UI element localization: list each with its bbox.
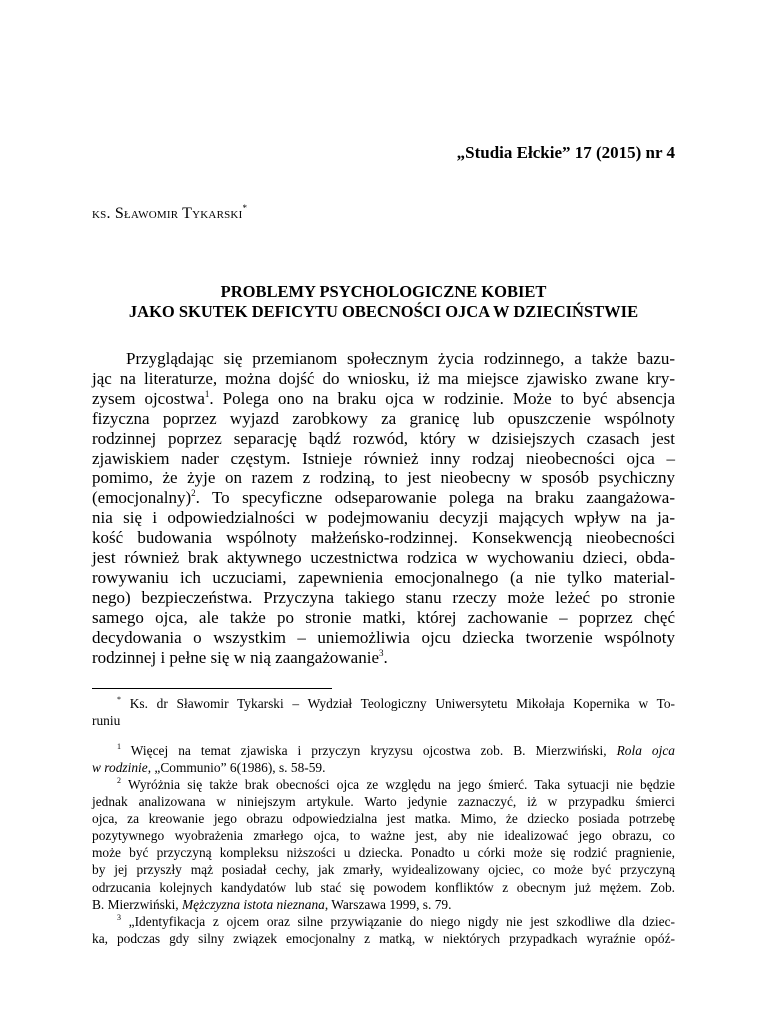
footnote-line <box>92 896 675 913</box>
footnote-italic: Rola ojca <box>616 743 675 758</box>
body-line: zjawiskiem nader częstym. Istnieje również inny rodzaj nieobecności ojca – <box>92 448 675 468</box>
body-line: rowywaniu ich uczuciami, zapewnienia emocjonalnego (a nie tylko material- <box>92 567 675 587</box>
body-line: samego ojca, ale także po stronie matki, której zachowanie – poprzez chęć <box>92 607 675 627</box>
body-line: Przyglądając się przemianom społecznym życia rodzinnego, a także bazu- <box>126 349 675 368</box>
footnote-line <box>92 759 675 776</box>
body-line <box>92 488 675 508</box>
body-line: pomimo, że żyje on razem z rodziną, to jest nieobecny w sposób psychiczny <box>92 468 675 488</box>
footnote-line <box>92 695 675 712</box>
footnote-ref-1[interactable]: 1 <box>204 388 210 399</box>
footnote-text: Wyróżnia się także brak obecności ojca ze względu na jego śmierć. Taka sytuacji nie będzie <box>128 777 675 792</box>
body-line: jest również brak aktywnego uczestnictwa rodzica w wychowaniu dzieci, obda- <box>92 548 675 568</box>
body-text: . Polega ono na braku ojca w rodzinie. Może to być absencja <box>209 388 675 408</box>
footnote-line: odrzucania kolejnych kandydatów lub stać się powodem konfliktów z obecnym już mężem. Zob. <box>92 879 675 895</box>
footnote-text: Ks. dr Sławomir Tykarski – Wydział Teologiczny Uniwersytetu Mikołaja Kopernika w To- <box>129 696 675 711</box>
footnote-line: pozytywnego wyobrażenia zmarłego ojca, to ważne jest, aby nie idealizować jego obrazu, co <box>92 828 675 844</box>
footnote-ref-3[interactable]: 3 <box>378 647 384 658</box>
footnote-separator <box>92 688 332 689</box>
footnote-text: Więcej na temat zjawiska i przyczyn kryzysu ojcostwa zob. B. Mierzwiński, <box>130 743 617 758</box>
footnote-1 <box>92 742 675 776</box>
footnote-line <box>92 913 675 930</box>
footnote-3 <box>92 913 675 947</box>
footnote-mark: 1 <box>117 742 121 751</box>
footnote-italic: w rodzinie <box>92 760 148 776</box>
body-text: . <box>383 647 388 667</box>
footnote-line: ojca, za kreowanie jego obrazu odpowiedzialna jest matka. Mimo, że dziecko posiada potrzebę <box>92 811 675 827</box>
footnote-text: B. Mierzwiński, <box>92 896 183 912</box>
body-text: (emocjonalny) <box>92 488 192 508</box>
body-text: rodzinnej i pełne się w nią zaangażowanie <box>92 647 379 667</box>
body-line: nego) bezpieczeństwa. Przyczyna takiego stanu rzeczy może leżeć po stronie <box>92 587 675 607</box>
footnote-text: „Identyfikacja z ojcem oraz silne przywiązanie do niego nigdy nie jest szkodliwe dla dziec- <box>128 914 675 929</box>
body-line: rodzinnej poprzez separację bądź rozwód, który w dzisiejszych czasach jest <box>92 428 675 448</box>
footnote-2 <box>92 776 675 913</box>
footnote-mark: * <box>117 695 121 704</box>
body-paragraph <box>92 349 675 668</box>
author-footnote-mark[interactable]: * <box>242 203 248 213</box>
body-line <box>92 389 675 409</box>
footnote-line: ka, podczas gdy silny związek emocjonalny z matką, w niektórych przypadkach wyraźnie opóź- <box>92 931 675 947</box>
body-line: decydowania o wszystkim – uniemożliwia ojcu dziecka tworzenie wspólnoty <box>92 627 675 647</box>
footnote-mark: 2 <box>117 776 121 785</box>
footnote-italic: Mężczyzna istota nieznana <box>182 896 325 912</box>
footnote-line <box>92 742 675 759</box>
title-line-1: PROBLEMY PSYCHOLOGICZNE KOBIET <box>220 282 547 301</box>
article-title <box>92 282 675 322</box>
author-name: ks. Sławomir Tykarski <box>92 205 243 222</box>
footnote-mark: 3 <box>117 913 121 922</box>
footnote-star <box>92 695 675 729</box>
footnote-line: może być przyczyną kompleksu niższości u dziecka. Ponadto u córki może się rodzić pragnienie, <box>92 845 675 861</box>
footnote-line: runiu <box>92 713 121 729</box>
title-line-2: JAKO SKUTEK DEFICYTU OBECNOŚCI OJCA W DZIECIŃSTWIE <box>128 302 639 321</box>
body-line: nia się i odpowiedzialności w podejmowaniu decyzji mających wpływ na ja- <box>92 508 675 528</box>
footnote-ref-2[interactable]: 2 <box>191 488 196 499</box>
body-text: zysem ojcostwa <box>92 388 205 408</box>
footnote-text: , Warszawa 1999, s. 79. <box>324 896 452 912</box>
journal-header: „Studia Ełckie” 17 (2015) nr 4 <box>456 143 675 162</box>
body-line <box>92 648 675 668</box>
author-line <box>92 203 247 223</box>
body-line: jąc na literaturze, można dojść do wniosku, iż ma miejsce zjawisko zwane kry- <box>92 368 675 388</box>
body-line: fizyczna poprzez wyjazd zarobkowy za granicę lub opuszczenie wspólnoty <box>92 408 675 428</box>
footnote-line <box>92 776 675 793</box>
body-line: kość budowania wspólnoty małżeńsko-rodzinnej. Konsekwencją nieobecności <box>92 528 675 548</box>
footnote-text: , „Communio” 6(1986), s. 58-59. <box>147 760 326 776</box>
footnote-line: by jej przyszły mąż posiadał cechy, jak zmarły, wyidealizowany ojciec, co może być przyczyną <box>92 862 675 878</box>
body-text: . To specyficzne odseparowanie polega na braku zaangażowa- <box>195 488 675 508</box>
footnote-line: jednak analizowana w niniejszym artykule. Warto jedynie zaznaczyć, iż w przypadku śmierci <box>92 794 675 810</box>
